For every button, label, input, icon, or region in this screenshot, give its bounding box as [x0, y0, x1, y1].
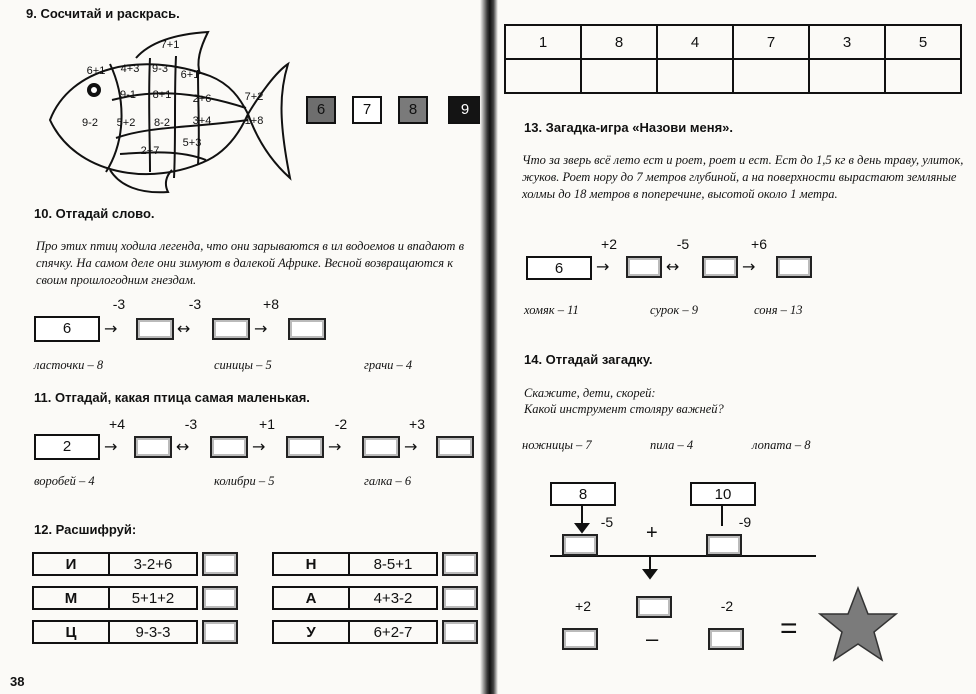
task14-answer-option: пила – 4: [650, 438, 694, 452]
fish-cell: 9-3: [152, 63, 168, 75]
table-answer-cell[interactable]: [657, 59, 733, 93]
task10-answer-option: ласточки – 8: [34, 358, 104, 372]
minus-sign: –: [646, 626, 659, 651]
task12-title: 12. Расшифруй:: [34, 522, 137, 537]
cipher-expression: 8-5+1: [349, 553, 437, 575]
task14-bottom-right-op: -2: [720, 598, 734, 614]
cipher-letter: У: [273, 621, 349, 643]
right-page: [490, 0, 976, 694]
task14-answer-box[interactable]: [636, 596, 672, 618]
task11-op: +3: [409, 416, 425, 432]
table-answer-cell[interactable]: [505, 59, 581, 93]
cipher-letter: А: [273, 587, 349, 609]
fish-cell: 8+1: [152, 89, 172, 101]
arrow-both-icon: ↔: [176, 437, 190, 456]
fish-cell: 9-2: [82, 117, 98, 129]
task14-title: 14. Отгадай загадку.: [524, 352, 653, 367]
task13-answer-option: хомяк – 11: [524, 303, 579, 317]
cipher-answer-box[interactable]: [442, 586, 478, 610]
cipher-letter: Н: [273, 553, 349, 575]
arrow-right-icon: →: [328, 437, 342, 456]
task13-op: +6: [751, 236, 767, 252]
cipher-answer-box[interactable]: [442, 620, 478, 644]
task13-op: +2: [601, 236, 617, 252]
task13-start-box: 6: [526, 256, 592, 280]
cipher-expression: 4+3-2: [349, 587, 437, 609]
swatch-6[interactable]: [306, 96, 336, 124]
answer-table: [504, 24, 962, 94]
task11-start-box: 2: [34, 434, 100, 460]
fish-cell: 7+2: [244, 91, 264, 103]
task9-title: 9. Сосчитай и раскрась.: [26, 6, 180, 21]
task11-title: 11. Отгадай, какая птица самая маленькая.: [34, 390, 310, 405]
task14-answer-box[interactable]: [562, 534, 598, 556]
table-answer-cell[interactable]: [733, 59, 809, 93]
cipher-letter: И: [33, 553, 109, 575]
table-header-cell: 7: [733, 25, 809, 59]
task13-answer-option: сурок – 9: [650, 303, 698, 317]
task14-riddle-line: Какой инструмент столяру важней?: [524, 402, 724, 416]
fish-cell: 3+4: [192, 115, 212, 127]
fish-cell: 5+2: [116, 117, 136, 129]
task14-answer-option: лопата – 8: [752, 438, 811, 452]
cipher-letter: Ц: [33, 621, 109, 643]
table-header-cell: 4: [657, 25, 733, 59]
task11-answer-box[interactable]: [210, 436, 248, 458]
table-header-cell: 8: [581, 25, 657, 59]
cipher-table-left: [32, 620, 198, 644]
task10-op: +8: [263, 296, 279, 312]
arrow-right-icon: →: [404, 437, 418, 456]
task11-answer-box[interactable]: [134, 436, 172, 458]
book-spine: [480, 0, 498, 694]
fish-cell: 6+1: [180, 69, 200, 81]
fish-cell: 8-2: [154, 117, 170, 129]
task10-answer-box[interactable]: [136, 318, 174, 340]
arrow-right-icon: →: [254, 319, 268, 338]
table-header-cell: 5: [885, 25, 961, 59]
cipher-expression: 9-3-3: [109, 621, 197, 643]
task10-answer-box[interactable]: [212, 318, 250, 340]
fish-drawing: [40, 28, 300, 196]
task10-title: 10. Отгадай слово.: [34, 206, 155, 221]
plus-sign: +: [646, 522, 658, 544]
task11-answer-box[interactable]: [436, 436, 474, 458]
left-page: [0, 0, 486, 694]
task13-answer-option: соня – 13: [754, 303, 803, 317]
swatch-7[interactable]: [352, 96, 382, 124]
task14-answer-box[interactable]: [708, 628, 744, 650]
cipher-expression: 3-2+6: [109, 553, 197, 575]
table-header-cell: 3: [809, 25, 885, 59]
cipher-table-right: [272, 552, 438, 576]
fish-cell: 2+7: [140, 145, 160, 157]
table-answer-cell[interactable]: [809, 59, 885, 93]
task14-bottom-left-op: +2: [575, 598, 591, 614]
page-number: 38: [10, 674, 25, 689]
task11-op: +1: [259, 416, 275, 432]
task14-right-op: -9: [738, 514, 752, 530]
task11-answer-box[interactable]: [286, 436, 324, 458]
task11-answer-box[interactable]: [362, 436, 400, 458]
task13-op: -5: [676, 236, 690, 252]
cipher-table-right: [272, 586, 438, 610]
swatch-label: 6: [316, 101, 326, 118]
arrow-right-icon: →: [104, 319, 118, 338]
task14-riddle-line: Скажите, дети, скорей:: [524, 386, 656, 400]
cipher-answer-box[interactable]: [442, 552, 478, 576]
table-answer-cell[interactable]: [581, 59, 657, 93]
task11-answer-option: галка – 6: [364, 474, 412, 488]
equals-sign: =: [780, 612, 798, 645]
task11-op: -3: [184, 416, 198, 432]
fish-cell: 9-1: [120, 89, 136, 101]
arrow-both-icon: ↔: [177, 319, 191, 338]
task10-op: -3: [188, 296, 202, 312]
arrow-right-icon: →: [104, 437, 118, 456]
task14-answer-box[interactable]: [706, 534, 742, 556]
cipher-expression: 5+1+2: [109, 587, 197, 609]
cipher-answer-box[interactable]: [202, 620, 238, 644]
task10-answer-option: грачи – 4: [364, 358, 413, 372]
fish-cell: 1+8: [244, 115, 264, 127]
swatch-label: 8: [408, 101, 418, 118]
task11-answer-option: воробей – 4: [34, 474, 95, 488]
cipher-answer-box[interactable]: [202, 552, 238, 576]
task11-op: -2: [334, 416, 348, 432]
task14-answer-box[interactable]: [562, 628, 598, 650]
task10-answer-box[interactable]: [288, 318, 326, 340]
task11-answer-option: колибри – 5: [214, 474, 275, 488]
task13-text: Что за зверь всё лето ест и роет, роет и ест. Ест до 1,5 кг в день траву, улиток, жуков. Роет нору до 7 метров глубиной, а на поверхности вырастают земляные холмы до 18 метров в поперечине, высотой около 1 метра.: [522, 153, 964, 201]
task13-answer-box[interactable]: [702, 256, 738, 278]
swatch-8[interactable]: [398, 96, 428, 124]
task11-op: +4: [109, 416, 125, 432]
task10-answer-option: синицы – 5: [214, 358, 272, 372]
fish-cell: 4+3: [120, 63, 140, 75]
task13-title: 13. Загадка-игра «Назови меня».: [524, 120, 734, 135]
arrow-right-icon: →: [596, 257, 610, 276]
task10-start-box: 6: [34, 316, 100, 342]
table-header-cell: 1: [505, 25, 581, 59]
task10-op: -3: [112, 296, 126, 312]
cipher-table-right: [272, 620, 438, 644]
arrow-right-icon: →: [252, 437, 266, 456]
task14-left-op: -5: [600, 514, 614, 530]
fish-cell: 6+1: [86, 65, 106, 77]
cipher-table-left: [32, 586, 198, 610]
task14-answer-option: ножницы – 7: [522, 438, 592, 452]
cipher-expression: 6+2-7: [349, 621, 437, 643]
task14-left-top-box: 8: [550, 482, 616, 506]
fish-cell: 7+1: [160, 39, 180, 51]
swatch-label: 7: [362, 101, 372, 118]
fish-cell: 5+3: [182, 137, 202, 149]
star-icon: [818, 586, 898, 664]
arrow-both-icon: ↔: [666, 257, 680, 276]
task10-text: Про этих птиц ходила легенда, что они зарываются в ил водоемов и впадают в спячку. На самом деле они зимуют в далекой Африке. Весной возвращаются к своим прошлогодним гнездам.: [36, 239, 465, 287]
fish-cell: 2+6: [192, 93, 212, 105]
table-answer-cell[interactable]: [885, 59, 961, 93]
task14-right-top-box: 10: [690, 482, 756, 506]
cipher-answer-box[interactable]: [202, 586, 238, 610]
cipher-table-left: [32, 552, 198, 576]
arrow-right-icon: →: [742, 257, 756, 276]
swatch-9[interactable]: [448, 96, 482, 124]
cipher-letter: М: [33, 587, 109, 609]
swatch-label: 9: [460, 101, 470, 118]
task13-answer-box[interactable]: [626, 256, 662, 278]
task13-answer-box[interactable]: [776, 256, 812, 278]
